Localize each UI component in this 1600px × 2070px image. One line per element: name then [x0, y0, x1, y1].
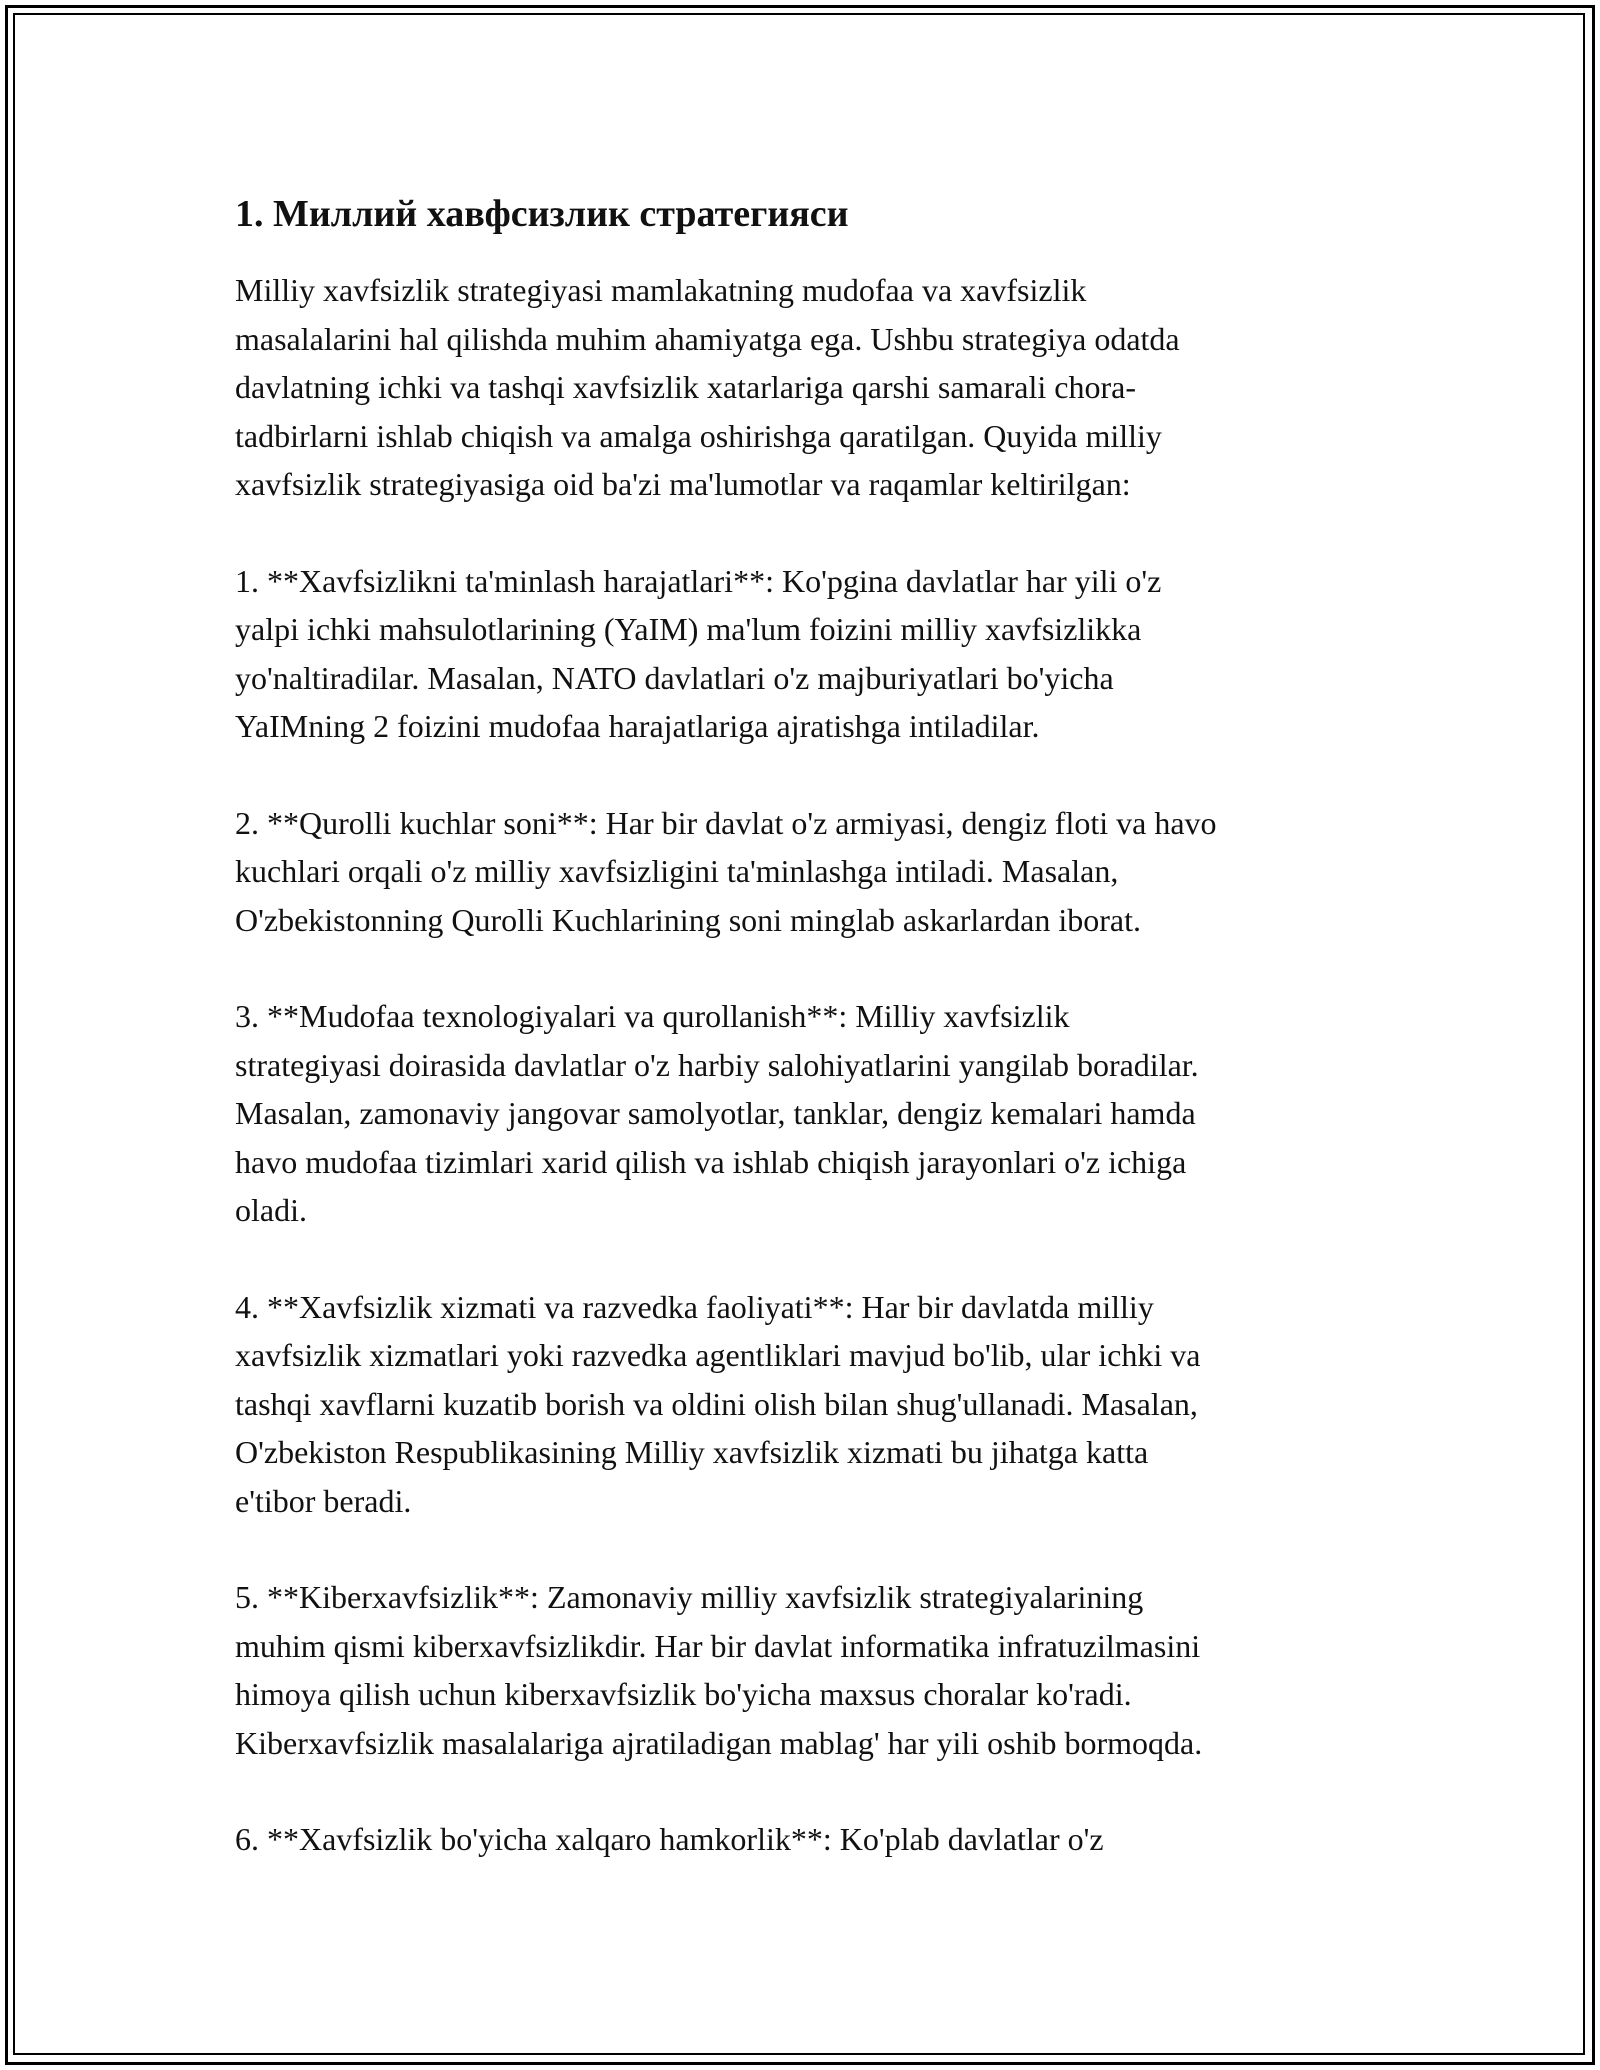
list-item-1: 1. **Xavfsizlikni ta'minlash harajatlari**: Ko'pgina davlatlar har yili o'z yalpi ichki mahsulotlarining (YaIM) ma'lum foizini milliy xavfsizlikka yo'naltiradilar. Masalan, NATO davlatlari o'z majburiyatlari bo'yicha YaIMning 2 foizini mudofaa harajatlariga ajratishga intiladilar. — [235, 562, 1162, 744]
list-item-4: 4. **Xavfsizlik xizmati va razvedka faoliyati**: Har bir davlatda milliy xavfsizlik xizmatlari yoki razvedka agentliklari mavjud bo'lib, ular ichki va tashqi xavflarni kuzatib borish va oldini olish bilan shug'ullanadi. Masalan, O'zbekiston Respublikasining Milliy xavfsizlik xizmati bu jihatga katta e'tibor beradi. — [235, 1288, 1201, 1519]
document-body — [235, 188, 1375, 1912]
list-item-2: 2. **Qurolli kuchlar soni**: Har bir davlat o'z armiyasi, dengiz floti va havo kuchlari orqali o'z milliy xavfsizligini ta'minlashga intiladi. Masalan, O'zbekistonning Qurolli Kuchlarining soni minglab askarlardan iborat. — [235, 804, 1217, 938]
list-item-3: 3. **Mudofaa texnologiyalari va qurollanish**: Milliy xavfsizlik strategiyasi doirasida davlatlar o'z harbiy salohiyatlarini yangilab boradilar. Masalan, zamonaviy jangovar samolyotlar, tanklar, dengiz kemalari hamda havo mudofaa tizimlari xarid qilish va ishlab chiqish jarayonlari o'z ichiga oladi. — [235, 998, 1199, 1228]
list-item-6: 6. **Xavfsizlik bo'yicha xalqaro hamkorlik**: Ko'plab davlatlar o'z — [235, 1821, 1104, 1857]
list-item-5: 5. **Kiberxavfsizlik**: Zamonaviy milliy xavfsizlik strategiyalarining muhim qismi kiberxavfsizlikdir. Har bir davlat informatika infratuzilmasini himoya qilish uchun kiberxavfsizlik bo'yicha maxsus choralar ko'radi. Kiberxavfsizlik masalalariga ajratiladigan mablag' har yili oshib bormoqda. — [235, 1579, 1203, 1761]
intro-paragraph: Milliy xavfsizlik strategiyasi mamlakatning mudofaa va xavfsizlik masalalarini hal qilishda muhim ahamiyatga ega. Ushbu strategiya odatda davlatning ichki va tashqi xavfsizlik xatarlariga qarshi samarali chora- tadbirlarni ishlab chiqish va amalga oshirishga qaratilgan. Quyida milliy xavfsizlik strategiyasiga oid ba'zi ma'lumotlar va raqamlar keltirilgan: — [235, 272, 1180, 502]
document-title: 1. Миллий хавфсизлик стратегияси — [235, 193, 849, 235]
